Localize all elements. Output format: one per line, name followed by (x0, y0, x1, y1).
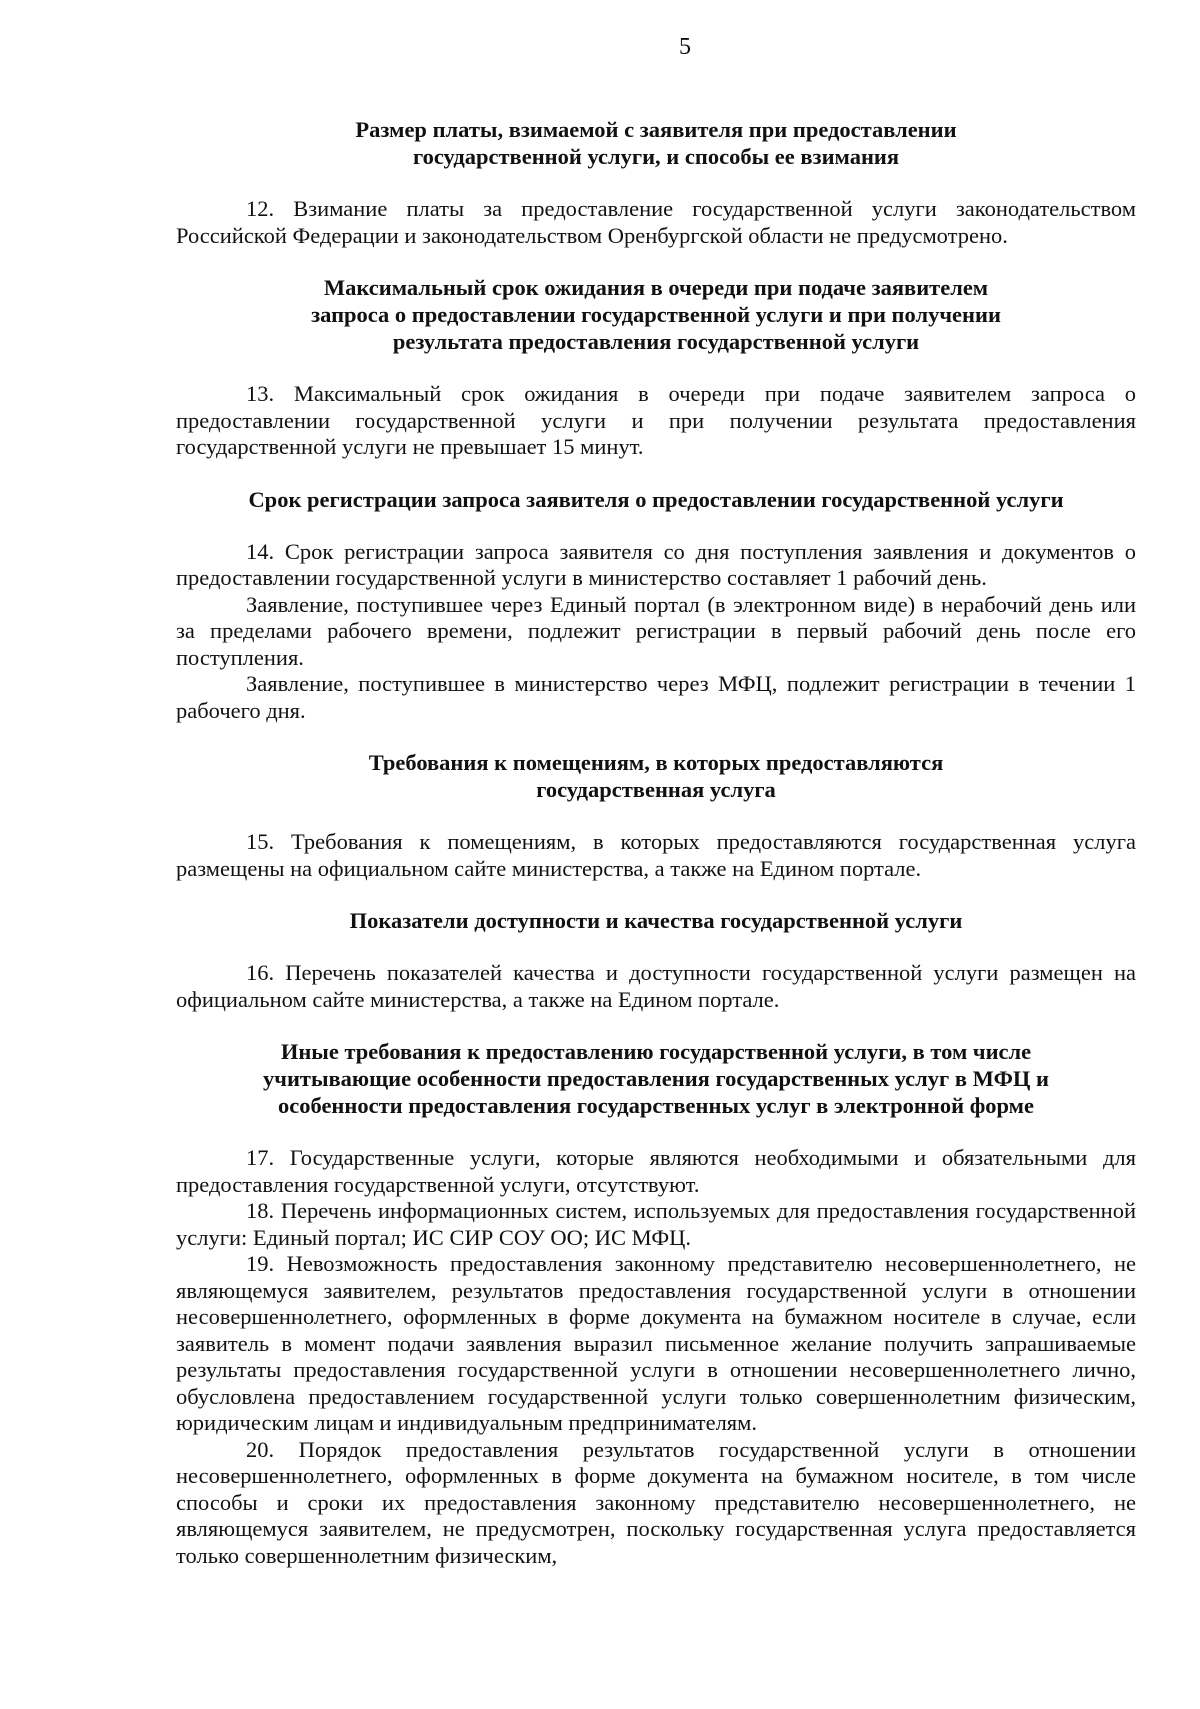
section-heading-premises (176, 749, 1136, 803)
paragraph-15: 15. Требования к помещениям, в которых предоставляются государственная услуга размещены на официальном сайте министерства, а также на Едином портале. (176, 829, 1136, 881)
paragraph-14: 14. Срок регистрации запроса заявителя со дня поступления заявления и документов о предоставлении государственной услуги в министерство составляет 1 рабочий день. (176, 538, 1136, 590)
paragraph-12: 12. Взимание платы за предоставление государственной услуги законодательством Российской Федерации и законодательством Оренбургской области не предусмотрено. (176, 196, 1136, 248)
heading-line: учитывающие особенности предоставления государственных услуг в МФЦ и (263, 1066, 1049, 1091)
heading-line: Требования к помещениям, в которых предоставляются (368, 750, 944, 775)
paragraph-20: 20. Порядок предоставления результатов государственной услуги в отношении несовершеннолетнего, оформленных в форме документа на бумажном носителе, в том числе способы и сроки их предоставления законному представителю несовершеннолетнего, не являющемуся заявителем, не предусмотрен, поскольку государственная услуга предоставляется только совершеннолетним физическим, (176, 1436, 1136, 1568)
heading-line: результата предоставления государственной услуги (392, 329, 920, 354)
paragraph-18: 18. Перечень информационных систем, используемых для предоставления государственной услуги: Единый портал; ИС СИР СОУ ОО; ИС МФЦ. (176, 1198, 1136, 1250)
paragraph-14-mfc: Заявление, поступившее в министерство через МФЦ, подлежит регистрации в течении 1 рабочего дня. (176, 671, 1136, 723)
heading-line: государственной услуги, и способы ее взимания (412, 144, 900, 169)
paragraph-14-portal: Заявление, поступившее через Единый портал (в электронном виде) в нерабочий день или за пределами рабочего времени, подлежит регистрации в первый рабочий день после его поступления. (176, 591, 1136, 670)
heading-line: запроса о предоставлении государственной услуги и при получении (311, 302, 1001, 327)
document-body (176, 116, 1136, 1569)
heading-line: Размер платы, взимаемой с заявителя при предоставлении (355, 117, 957, 142)
heading-line: Иные требования к предоставлению государственной услуги, в том числе (280, 1039, 1032, 1064)
heading-line: особенности предоставления государственных услуг в электронной форме (278, 1093, 1034, 1118)
section-heading-registration (176, 486, 1136, 513)
heading-line: Максимальный срок ожидания в очереди при подаче заявителем (323, 275, 989, 300)
paragraph-17: 17. Государственные услуги, которые являются необходимыми и обязательными для предоставления государственной услуги, отсутствуют. (176, 1145, 1136, 1197)
heading-line: Срок регистрации запроса заявителя о предоставлении государственной услуги (248, 486, 1064, 512)
section-heading-other-requirements (176, 1038, 1136, 1119)
paragraph-13: 13. Максимальный срок ожидания в очереди при подаче заявителем запроса о предоставлении государственной услуги и при получении результата предоставления государственной услуги не превышает 15 минут. (176, 381, 1136, 459)
heading-line: государственная услуга (536, 777, 776, 802)
heading-line: Показатели доступности и качества государственной услуги (349, 908, 963, 933)
section-heading-quality (176, 907, 1136, 934)
paragraph-19: 19. Невозможность предоставления законному представителю несовершеннолетнего, не являющемуся заявителем, результатов предоставления государственной услуги в отношении несовершеннолетнего, оформленных в форме документа на бумажном носителе в случае, если заявитель в момент подачи заявления выразил письменное желание получить запрашиваемые результаты предоставления государственной услуги в отношении несовершеннолетнего лично, обусловлена предоставлением государственной услуги только совершеннолетним физическим, юридическим лицам и индивидуальным предпринимателям. (176, 1251, 1136, 1435)
page-number: 5 (679, 34, 691, 60)
section-heading-fee (176, 116, 1136, 170)
section-heading-waiting-time (176, 274, 1136, 355)
paragraph-16: 16. Перечень показателей качества и доступности государственной услуги размещен на официальном сайте министерства, а также на Едином портале. (176, 960, 1136, 1012)
